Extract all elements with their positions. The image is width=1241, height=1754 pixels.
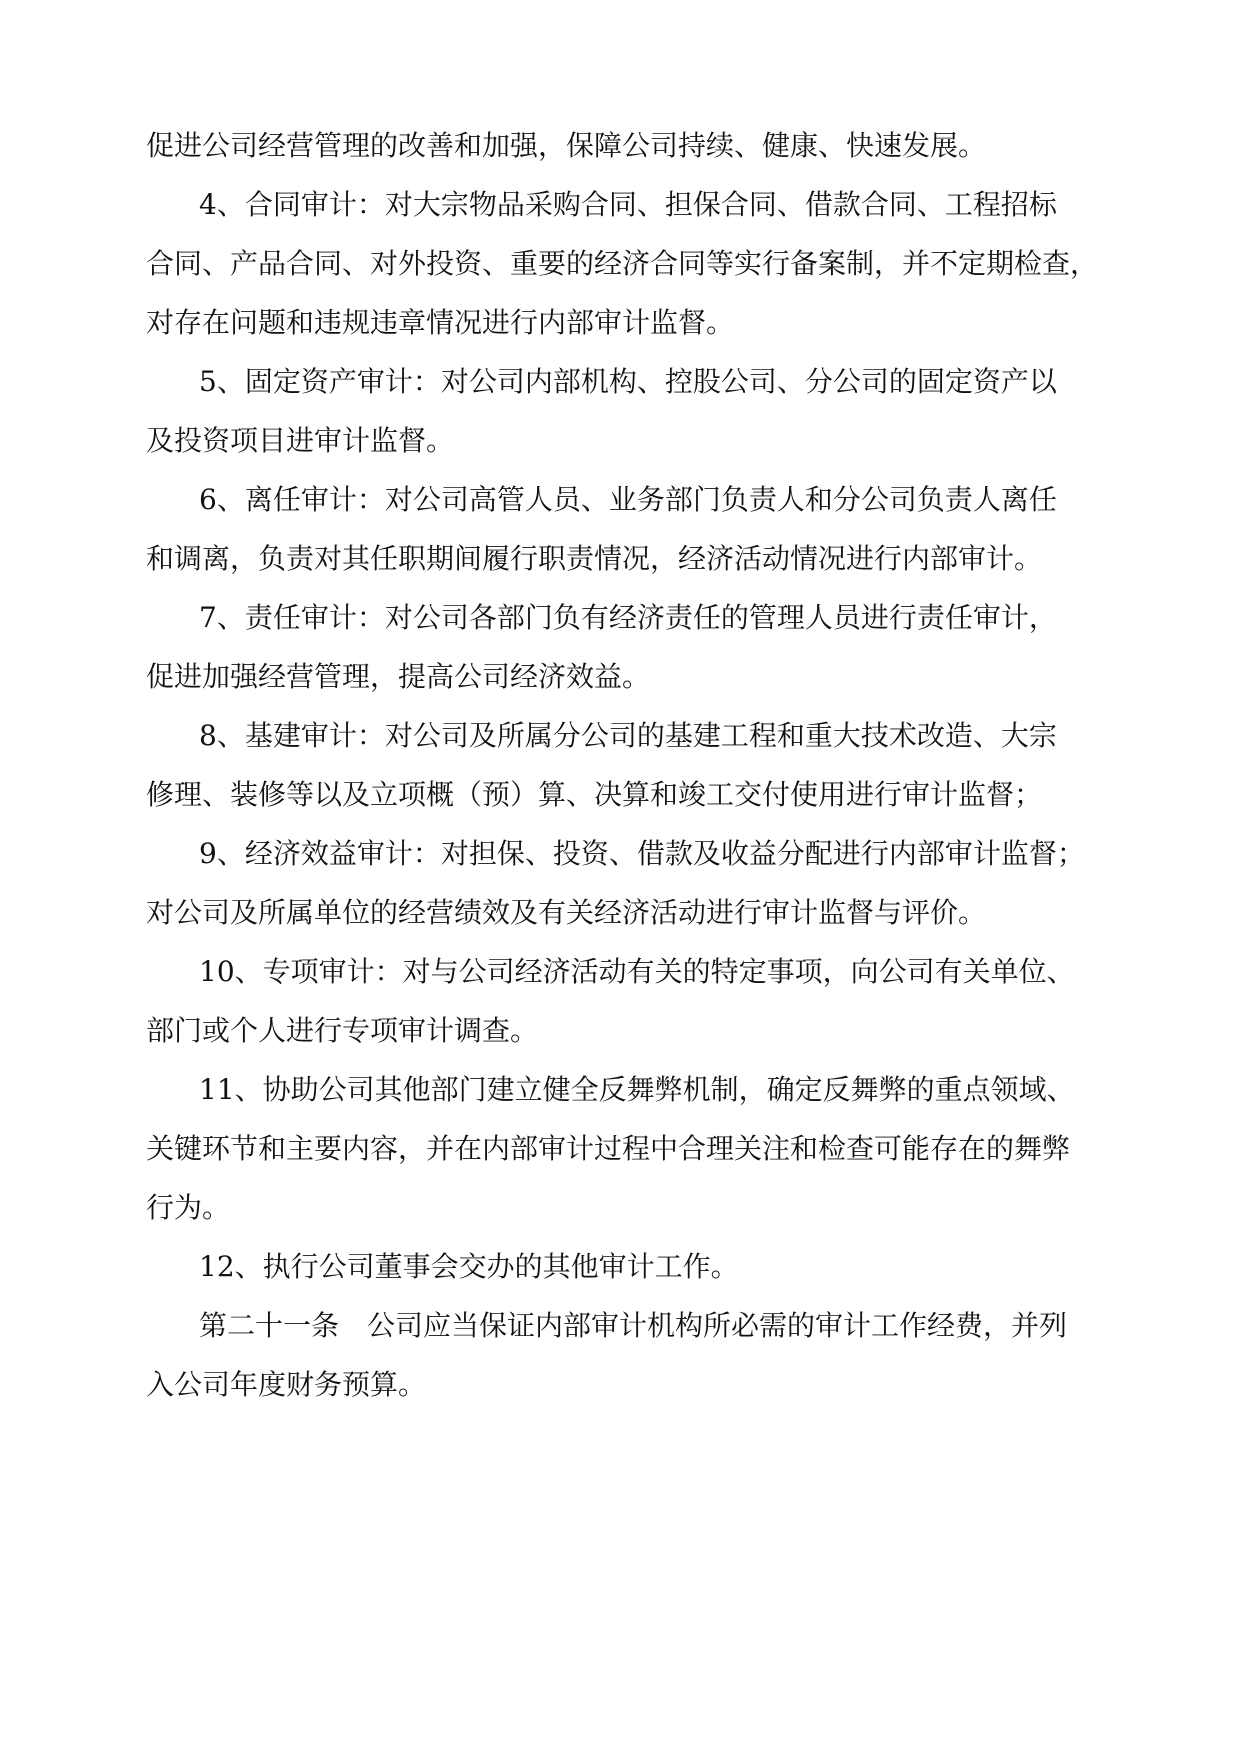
text-line: 6、离任审计：对公司高管人员、业务部门负责人和分公司负责人离任: [199, 483, 1057, 516]
text-line: 8、基建审计：对公司及所属分公司的基建工程和重大技术改造、大宗: [199, 719, 1057, 752]
text-line: 11、协助公司其他部门建立健全反舞弊机制，确定反舞弊的重点领域、: [199, 1073, 1075, 1106]
text-line: 4、合同审计：对大宗物品采购合同、担保合同、借款合同、工程招标: [199, 188, 1057, 221]
text-line: 促进加强经营管理，提高公司经济效益。: [146, 660, 651, 693]
text-line: 第二十一条 公司应当保证内部审计机构所必需的审计工作经费，并列: [199, 1309, 1068, 1342]
text-line: 部门或个人进行专项审计调查。: [146, 1014, 539, 1047]
text-line: 10、专项审计：对与公司经济活动有关的特定事项，向公司有关单位、: [199, 955, 1075, 988]
text-line: 促进公司经营管理的改善和加强，保障公司持续、健康、快速发展。: [146, 129, 987, 162]
text-line: 关键环节和主要内容，并在内部审计过程中合理关注和检查可能存在的舞弊: [146, 1132, 1071, 1165]
text-line: 行为。: [146, 1191, 231, 1224]
text-line: 及投资项目进审计监督。: [146, 424, 455, 457]
text-line: 合同、产品合同、对外投资、重要的经济合同等实行备案制，并不定期检查，: [146, 247, 1099, 280]
text-line: 12、执行公司董事会交办的其他审计工作。: [199, 1250, 739, 1283]
text-line: 5、固定资产审计：对公司内部机构、控股公司、分公司的固定资产以: [199, 365, 1057, 398]
text-line: 修理、装修等以及立项概（预）算、决算和竣工交付使用进行审计监督；: [146, 778, 1043, 811]
text-line: 9、经济效益审计：对担保、投资、借款及收益分配进行内部审计监督；: [199, 837, 1085, 870]
text-line: 7、责任审计：对公司各部门负有经济责任的管理人员进行责任审计，: [199, 601, 1057, 634]
text-line: 对公司及所属单位的经营绩效及有关经济活动进行审计监督与评价。: [146, 896, 987, 929]
text-line: 对存在问题和违规违章情况进行内部审计监督。: [146, 306, 735, 339]
text-line: 入公司年度财务预算。: [146, 1368, 427, 1401]
text-line: 和调离，负责对其任职期间履行职责情况，经济活动情况进行内部审计。: [146, 542, 1043, 575]
